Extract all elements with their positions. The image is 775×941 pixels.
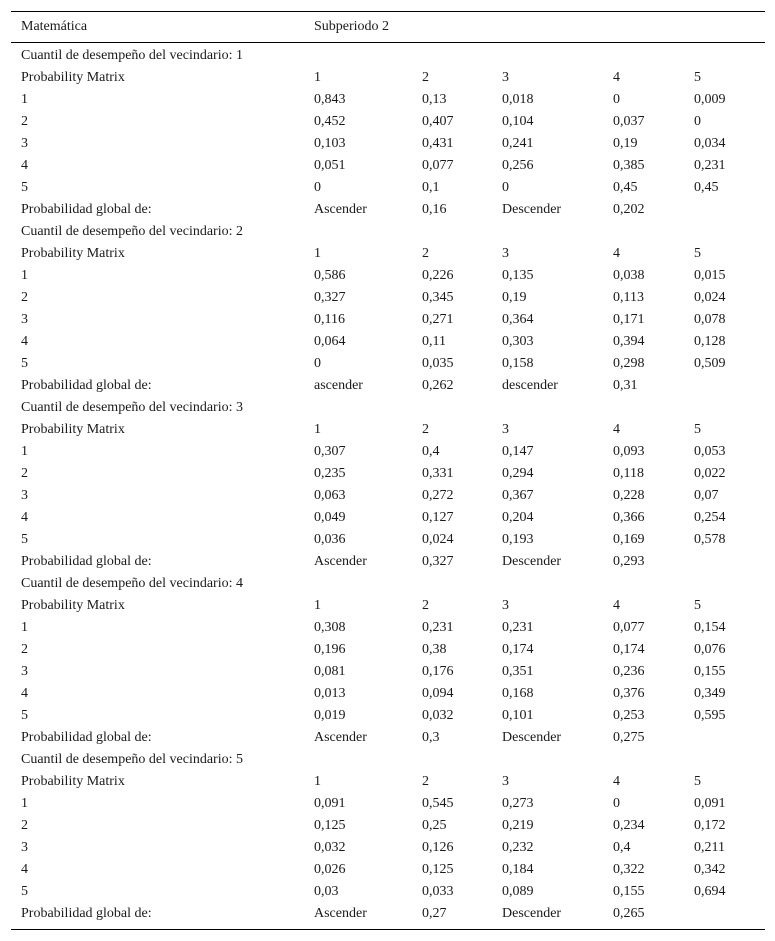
matrix-header-row — [11, 67, 765, 89]
matrix-cell: 0,231 — [422, 620, 454, 635]
matrix-cell: 0,101 — [502, 708, 534, 723]
matrix-row — [11, 309, 765, 331]
matrix-cell: 0,204 — [502, 510, 534, 525]
global-probability-cell: Ascender — [314, 906, 367, 921]
quantile-title-row — [11, 221, 765, 243]
matrix-cell: 0,171 — [613, 312, 645, 327]
matrix-cell: 0,367 — [502, 488, 534, 503]
matrix-cell: 0,452 — [314, 114, 346, 129]
matrix-label: Probability Matrix — [21, 598, 125, 613]
matrix-row-label: 3 — [21, 312, 28, 327]
matrix-column-header: 2 — [422, 774, 429, 789]
matrix-row — [11, 463, 765, 485]
matrix-row-label: 3 — [21, 840, 28, 855]
matrix-row-label: 3 — [21, 488, 28, 503]
matrix-cell: 0,231 — [694, 158, 726, 173]
matrix-row-label: 1 — [21, 268, 28, 283]
matrix-cell: 0,25 — [422, 818, 447, 833]
matrix-row — [11, 441, 765, 463]
matrix-cell: 0,091 — [694, 796, 726, 811]
global-probability-cell: 0,3 — [422, 730, 440, 745]
global-probability-cell: Probabilidad global de: — [21, 730, 152, 745]
global-probability-cell: 0,31 — [613, 378, 638, 393]
matrix-cell: 0,035 — [422, 356, 454, 371]
matrix-cell: 0,19 — [613, 136, 638, 151]
matrix-row — [11, 177, 765, 199]
matrix-row — [11, 111, 765, 133]
matrix-cell: 0,07 — [694, 488, 719, 503]
matrix-cell: 0,172 — [694, 818, 726, 833]
global-probability-cell: 0,262 — [422, 378, 454, 393]
matrix-row — [11, 287, 765, 309]
matrix-row-label: 3 — [21, 664, 28, 679]
global-probability-row — [11, 551, 765, 573]
matrix-column-header: 5 — [694, 774, 701, 789]
global-probability-cell: 0,27 — [422, 906, 447, 921]
header-subject: Matemática — [21, 19, 88, 34]
matrix-cell: 0,11 — [422, 334, 446, 349]
matrix-cell: 0,219 — [502, 818, 534, 833]
global-probability-cell: 0,265 — [613, 906, 645, 921]
matrix-label: Probability Matrix — [21, 246, 125, 261]
matrix-cell: 0,38 — [422, 642, 447, 657]
matrix-cell: 0,385 — [613, 158, 645, 173]
matrix-label: Probability Matrix — [21, 422, 125, 437]
matrix-cell: 0,064 — [314, 334, 346, 349]
global-probability-cell: Ascender — [314, 554, 367, 569]
matrix-column-header: 1 — [314, 70, 321, 85]
matrix-cell: 0,089 — [502, 884, 534, 899]
matrix-column-header: 3 — [502, 422, 509, 437]
matrix-cell: 0,024 — [422, 532, 454, 547]
matrix-cell: 0,034 — [694, 136, 726, 151]
matrix-cell: 0,032 — [314, 840, 346, 855]
matrix-cell: 0,308 — [314, 620, 346, 635]
transition-probability-table — [11, 11, 765, 930]
header-period: Subperiodo 2 — [314, 19, 390, 34]
table-header-row — [11, 12, 765, 43]
matrix-header-row — [11, 243, 765, 265]
matrix-cell: 0,234 — [613, 818, 645, 833]
matrix-row — [11, 331, 765, 353]
matrix-row-label: 2 — [21, 818, 28, 833]
matrix-cell: 0,032 — [422, 708, 454, 723]
matrix-cell: 0,155 — [694, 664, 726, 679]
matrix-row-label: 5 — [21, 356, 28, 371]
matrix-cell: 0,349 — [694, 686, 726, 701]
quantile-title-row — [11, 573, 765, 595]
matrix-cell: 0,081 — [314, 664, 346, 679]
matrix-row — [11, 155, 765, 177]
global-probability-cell: Probabilidad global de: — [21, 378, 152, 393]
global-probability-cell: Descender — [502, 906, 562, 921]
matrix-cell: 0,036 — [314, 532, 346, 547]
matrix-cell: 0,104 — [502, 114, 534, 129]
matrix-column-header: 2 — [422, 70, 429, 85]
matrix-header-row — [11, 419, 765, 441]
matrix-row — [11, 837, 765, 859]
matrix-cell: 0,366 — [613, 510, 645, 525]
matrix-row-label: 4 — [21, 510, 28, 525]
matrix-cell: 0,158 — [502, 356, 534, 371]
matrix-cell: 0,174 — [613, 642, 645, 657]
matrix-cell: 0,376 — [613, 686, 645, 701]
matrix-cell: 0,053 — [694, 444, 726, 459]
matrix-row-label: 2 — [21, 290, 28, 305]
quantile-title: Cuantil de desempeño del vecindario: 1 — [21, 48, 243, 63]
global-probability-row — [11, 375, 765, 397]
quantile-title: Cuantil de desempeño del vecindario: 3 — [21, 400, 243, 415]
matrix-cell: 0,193 — [502, 532, 534, 547]
matrix-column-header: 1 — [314, 598, 321, 613]
matrix-row — [11, 529, 765, 551]
matrix-cell: 0,407 — [422, 114, 454, 129]
matrix-cell: 0,272 — [422, 488, 454, 503]
matrix-cell: 0,19 — [502, 290, 527, 305]
matrix-row — [11, 507, 765, 529]
matrix-column-header: 4 — [613, 70, 620, 85]
matrix-row — [11, 661, 765, 683]
global-probability-cell: Ascender — [314, 730, 367, 745]
matrix-cell: 0,298 — [613, 356, 645, 371]
matrix-row — [11, 265, 765, 287]
matrix-row-label: 1 — [21, 444, 28, 459]
global-probability-row — [11, 727, 765, 749]
matrix-cell: 0,128 — [694, 334, 726, 349]
matrix-column-header: 2 — [422, 246, 429, 261]
matrix-row-label: 5 — [21, 708, 28, 723]
global-probability-cell: Probabilidad global de: — [21, 202, 152, 217]
matrix-column-header: 4 — [613, 774, 620, 789]
global-probability-cell: Probabilidad global de: — [21, 554, 152, 569]
matrix-cell: 0,241 — [502, 136, 534, 151]
matrix-cell: 0,253 — [613, 708, 645, 723]
global-probability-cell: Descender — [502, 730, 562, 745]
matrix-cell: 0,509 — [694, 356, 726, 371]
matrix-cell: 0,271 — [422, 312, 454, 327]
quantile-title: Cuantil de desempeño del vecindario: 5 — [21, 752, 243, 767]
matrix-cell: 0,126 — [422, 840, 454, 855]
matrix-cell: 0,037 — [613, 114, 645, 129]
matrix-cell: 0,113 — [613, 290, 644, 305]
global-probability-cell: 0,293 — [613, 554, 645, 569]
matrix-row — [11, 793, 765, 815]
matrix-cell: 0,147 — [502, 444, 534, 459]
matrix-cell: 0,169 — [613, 532, 645, 547]
matrix-column-header: 5 — [694, 598, 701, 613]
matrix-row — [11, 89, 765, 111]
matrix-label: Probability Matrix — [21, 774, 125, 789]
matrix-cell: 0,1 — [422, 180, 440, 195]
matrix-header-row — [11, 771, 765, 793]
matrix-row — [11, 705, 765, 727]
matrix-cell: 0,03 — [314, 884, 339, 899]
matrix-cell: 0,342 — [694, 862, 726, 877]
matrix-row — [11, 353, 765, 375]
global-probability-cell: 0,202 — [613, 202, 645, 217]
table-body — [11, 43, 765, 925]
matrix-cell: 0,431 — [422, 136, 454, 151]
matrix-column-header: 1 — [314, 774, 321, 789]
matrix-cell: 0,026 — [314, 862, 346, 877]
matrix-cell: 0,033 — [422, 884, 454, 899]
matrix-column-header: 5 — [694, 246, 701, 261]
matrix-cell: 0,303 — [502, 334, 534, 349]
matrix-row-label: 4 — [21, 862, 28, 877]
matrix-cell: 0,051 — [314, 158, 346, 173]
matrix-cell: 0,294 — [502, 466, 534, 481]
matrix-cell: 0,168 — [502, 686, 534, 701]
matrix-cell: 0,327 — [314, 290, 346, 305]
matrix-row-label: 5 — [21, 180, 28, 195]
matrix-cell: 0,184 — [502, 862, 534, 877]
matrix-cell: 0 — [613, 796, 620, 811]
global-probability-cell: 0,16 — [422, 202, 447, 217]
matrix-cell: 0 — [314, 356, 321, 371]
matrix-cell: 0,228 — [613, 488, 645, 503]
matrix-row-label: 1 — [21, 796, 28, 811]
matrix-cell: 0,118 — [613, 466, 644, 481]
matrix-column-header: 4 — [613, 246, 620, 261]
matrix-cell: 0,351 — [502, 664, 534, 679]
matrix-cell: 0 — [613, 92, 620, 107]
matrix-cell: 0,231 — [502, 620, 534, 635]
global-probability-cell: ascender — [314, 378, 363, 393]
matrix-cell: 0,077 — [422, 158, 454, 173]
matrix-cell: 0,091 — [314, 796, 346, 811]
global-probability-row — [11, 903, 765, 925]
matrix-cell: 0,022 — [694, 466, 726, 481]
matrix-cell: 0,235 — [314, 466, 346, 481]
matrix-row-label: 2 — [21, 642, 28, 657]
matrix-column-header: 1 — [314, 246, 321, 261]
matrix-cell: 0,595 — [694, 708, 726, 723]
matrix-cell: 0,155 — [613, 884, 645, 899]
matrix-row-label: 2 — [21, 114, 28, 129]
global-probability-cell: Ascender — [314, 202, 367, 217]
matrix-cell: 0,4 — [422, 444, 440, 459]
matrix-cell: 0,076 — [694, 642, 726, 657]
matrix-row — [11, 639, 765, 661]
matrix-cell: 0,545 — [422, 796, 454, 811]
matrix-row-label: 4 — [21, 686, 28, 701]
matrix-cell: 0,154 — [694, 620, 726, 635]
matrix-cell: 0,176 — [422, 664, 454, 679]
matrix-row-label: 1 — [21, 92, 28, 107]
matrix-cell: 0,019 — [314, 708, 346, 723]
matrix-cell: 0,273 — [502, 796, 534, 811]
matrix-row-label: 4 — [21, 334, 28, 349]
matrix-cell: 0,018 — [502, 92, 534, 107]
matrix-row-label: 4 — [21, 158, 28, 173]
matrix-cell: 0 — [314, 180, 321, 195]
matrix-column-header: 1 — [314, 422, 321, 437]
matrix-cell: 0,331 — [422, 466, 454, 481]
matrix-cell: 0,45 — [694, 180, 719, 195]
global-probability-cell: 0,327 — [422, 554, 454, 569]
matrix-cell: 0,094 — [422, 686, 454, 701]
matrix-cell: 0,015 — [694, 268, 726, 283]
global-probability-cell: Probabilidad global de: — [21, 906, 152, 921]
quantile-title-row — [11, 397, 765, 419]
matrix-row — [11, 133, 765, 155]
matrix-cell: 0,394 — [613, 334, 645, 349]
quantile-title: Cuantil de desempeño del vecindario: 4 — [21, 576, 243, 591]
matrix-row — [11, 859, 765, 881]
global-probability-cell: Descender — [502, 202, 562, 217]
matrix-column-header: 3 — [502, 598, 509, 613]
matrix-cell: 0,322 — [613, 862, 645, 877]
matrix-row — [11, 485, 765, 507]
matrix-cell: 0,578 — [694, 532, 726, 547]
matrix-cell: 0,232 — [502, 840, 534, 855]
matrix-cell: 0,174 — [502, 642, 534, 657]
matrix-row-label: 1 — [21, 620, 28, 635]
matrix-cell: 0,116 — [314, 312, 345, 327]
matrix-cell: 0,694 — [694, 884, 726, 899]
matrix-cell: 0,307 — [314, 444, 346, 459]
matrix-cell: 0,236 — [613, 664, 645, 679]
matrix-row — [11, 617, 765, 639]
matrix-cell: 0,211 — [694, 840, 725, 855]
matrix-cell: 0,038 — [613, 268, 645, 283]
global-probability-cell: Descender — [502, 554, 562, 569]
matrix-cell: 0,009 — [694, 92, 726, 107]
matrix-cell: 0,093 — [613, 444, 645, 459]
matrix-column-header: 5 — [694, 422, 701, 437]
matrix-cell: 0,078 — [694, 312, 726, 327]
matrix-cell: 0,125 — [314, 818, 346, 833]
matrix-cell: 0,13 — [422, 92, 447, 107]
matrix-cell: 0,077 — [613, 620, 645, 635]
matrix-column-header: 2 — [422, 422, 429, 437]
matrix-column-header: 4 — [613, 598, 620, 613]
matrix-column-header: 5 — [694, 70, 701, 85]
matrix-cell: 0 — [694, 114, 701, 129]
matrix-row — [11, 683, 765, 705]
matrix-column-header: 4 — [613, 422, 620, 437]
matrix-row — [11, 881, 765, 903]
matrix-label: Probability Matrix — [21, 70, 125, 85]
matrix-row — [11, 815, 765, 837]
matrix-cell: 0,196 — [314, 642, 346, 657]
matrix-cell: 0,135 — [502, 268, 534, 283]
matrix-cell: 0 — [502, 180, 509, 195]
matrix-cell: 0,364 — [502, 312, 534, 327]
matrix-column-header: 3 — [502, 70, 509, 85]
matrix-cell: 0,013 — [314, 686, 346, 701]
matrix-cell: 0,125 — [422, 862, 454, 877]
matrix-cell: 0,127 — [422, 510, 454, 525]
matrix-row-label: 3 — [21, 136, 28, 151]
matrix-column-header: 3 — [502, 246, 509, 261]
matrix-cell: 0,254 — [694, 510, 726, 525]
global-probability-cell: descender — [502, 378, 558, 393]
quantile-title-row — [11, 749, 765, 771]
matrix-cell: 0,226 — [422, 268, 454, 283]
matrix-cell: 0,256 — [502, 158, 534, 173]
matrix-cell: 0,024 — [694, 290, 726, 305]
matrix-cell: 0,049 — [314, 510, 346, 525]
matrix-cell: 0,45 — [613, 180, 638, 195]
matrix-cell: 0,063 — [314, 488, 346, 503]
quantile-title: Cuantil de desempeño del vecindario: 2 — [21, 224, 243, 239]
global-probability-row — [11, 199, 765, 221]
matrix-cell: 0,4 — [613, 840, 631, 855]
global-probability-cell: 0,275 — [613, 730, 645, 745]
matrix-column-header: 3 — [502, 774, 509, 789]
matrix-cell: 0,103 — [314, 136, 346, 151]
matrix-header-row — [11, 595, 765, 617]
matrix-cell: 0,843 — [314, 92, 346, 107]
matrix-column-header: 2 — [422, 598, 429, 613]
matrix-row-label: 5 — [21, 532, 28, 547]
matrix-row-label: 2 — [21, 466, 28, 481]
matrix-cell: 0,345 — [422, 290, 454, 305]
matrix-row-label: 5 — [21, 884, 28, 899]
matrix-cell: 0,586 — [314, 268, 346, 283]
quantile-title-row — [11, 45, 765, 67]
